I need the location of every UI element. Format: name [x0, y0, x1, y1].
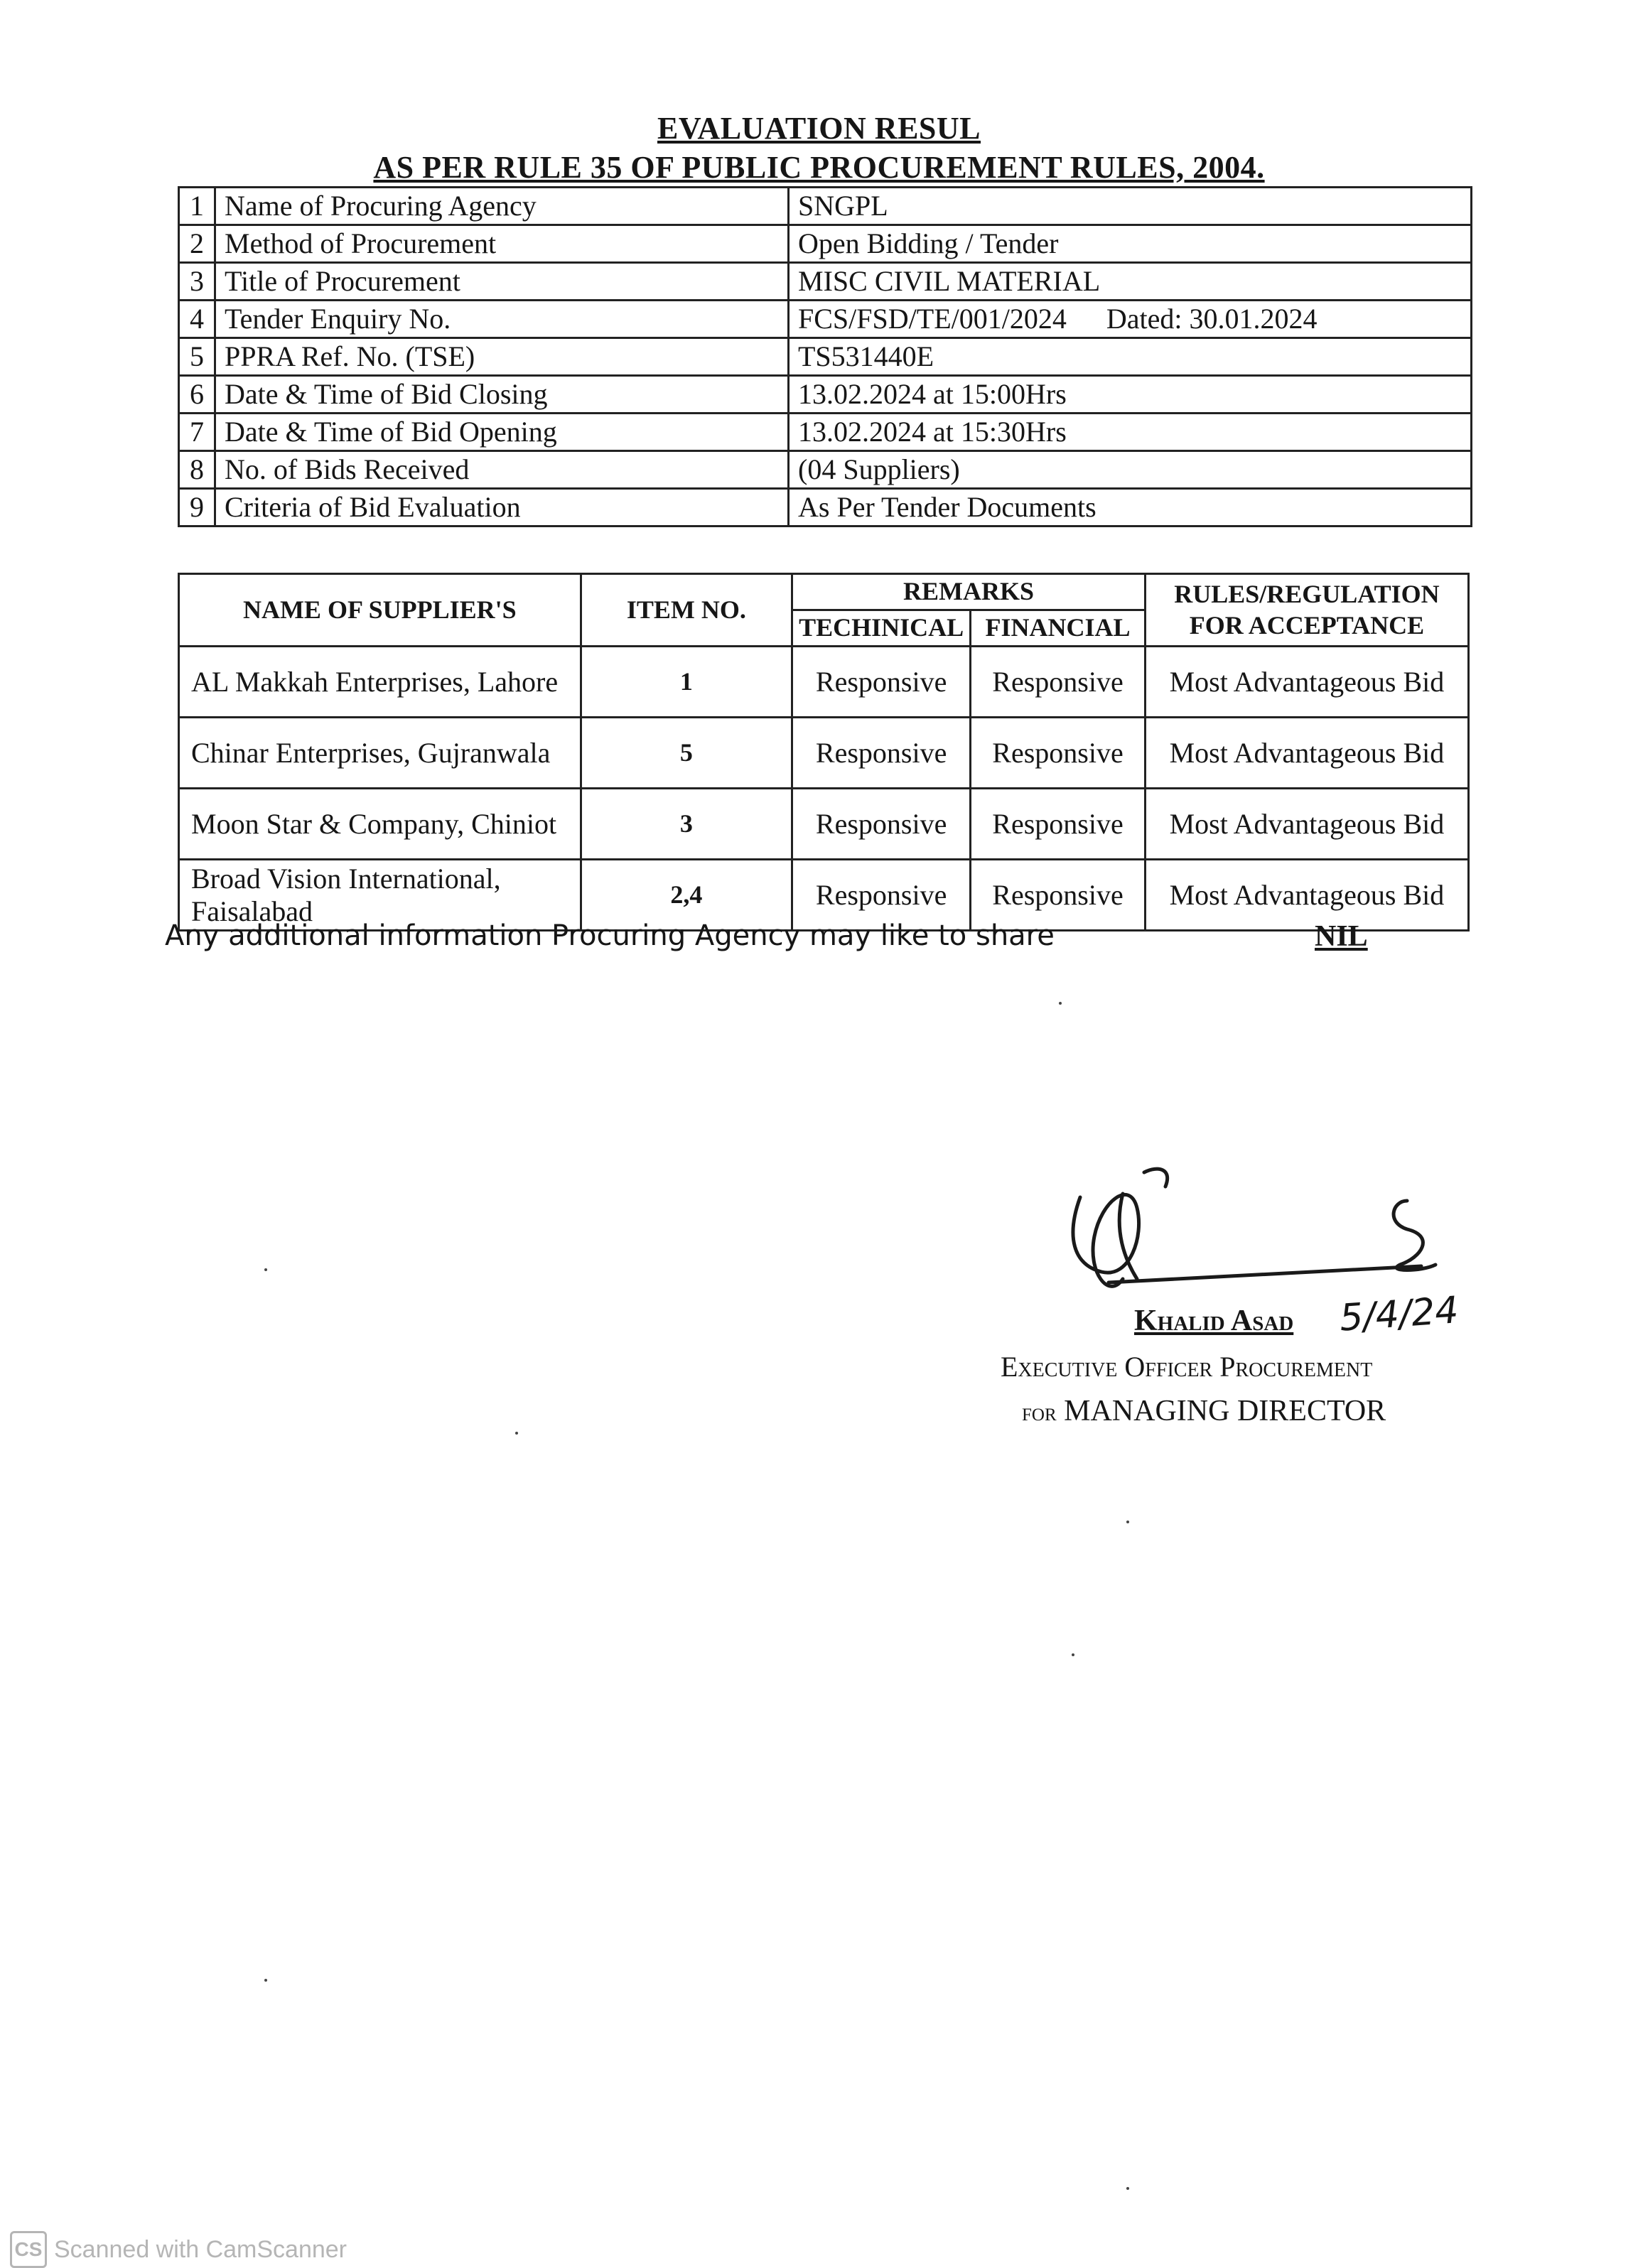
info-label: Date & Time of Bid Closing — [215, 376, 789, 414]
info-row — [179, 188, 1472, 225]
remarks-column-header: REMARKS — [792, 574, 1146, 610]
technical-remark: Responsive — [792, 718, 971, 789]
info-row — [179, 414, 1472, 451]
procurement-info-table — [178, 186, 1472, 527]
scan-speck — [1126, 1521, 1129, 1523]
supplier-column-header: NAME OF SUPPLIER'S — [179, 574, 581, 647]
signer-on-behalf — [1022, 1394, 1386, 1428]
info-label: Date & Time of Bid Opening — [215, 414, 789, 451]
supplier-name: Moon Star & Company, Chiniot — [179, 789, 581, 860]
rules-column-header: RULES/REGULATION FOR ACCEPTANCE — [1145, 574, 1468, 647]
tender-date: Dated: 30.01.2024 — [1106, 303, 1318, 335]
info-value: SNGPL — [789, 188, 1472, 225]
for-title: MANAGING DIRECTOR — [1064, 1395, 1386, 1427]
info-label: No. of Bids Received — [215, 451, 789, 489]
row-number: 7 — [179, 414, 215, 451]
info-row — [179, 489, 1472, 526]
row-number: 9 — [179, 489, 215, 526]
financial-column-header: FINANCIAL — [971, 610, 1146, 647]
item-number: 2,4 — [581, 860, 792, 931]
item-number: 3 — [581, 789, 792, 860]
camscanner-logo-icon: CS — [10, 2231, 47, 2268]
info-row — [179, 225, 1472, 263]
scan-speck — [264, 1979, 267, 1982]
info-label: Name of Procuring Agency — [215, 188, 789, 225]
scanner-watermark — [10, 2231, 347, 2268]
row-number: 6 — [179, 376, 215, 414]
item-number: 1 — [581, 647, 792, 718]
tender-enquiry-number: FCS/FSD/TE/001/2024 — [798, 303, 1067, 335]
signer-designation: Executive Officer Procurement — [1001, 1351, 1373, 1383]
info-label: PPRA Ref. No. (TSE) — [215, 338, 789, 376]
row-number: 1 — [179, 188, 215, 225]
scan-speck — [515, 1432, 518, 1435]
header-row — [179, 574, 1469, 610]
item-number: 5 — [581, 718, 792, 789]
row-number: 5 — [179, 338, 215, 376]
info-label: Criteria of Bid Evaluation — [215, 489, 789, 526]
info-value: MISC CIVIL MATERIAL — [789, 263, 1472, 301]
for-prefix: for — [1022, 1398, 1057, 1426]
info-value-cell — [789, 301, 1472, 338]
signer-name: Khalid Asad — [1134, 1305, 1294, 1337]
title-line-1: EVALUATION RESUL — [657, 111, 981, 146]
row-number: 8 — [179, 451, 215, 489]
technical-column-header: TECHINICAL — [792, 610, 971, 647]
signature-date: 5/4/24 — [1338, 1289, 1460, 1340]
acceptance-rule: Most Advantageous Bid — [1145, 647, 1468, 718]
financial-remark: Responsive — [971, 647, 1146, 718]
supplier-name: Chinar Enterprises, Gujranwala — [179, 718, 581, 789]
technical-remark: Responsive — [792, 789, 971, 860]
table-row — [179, 718, 1469, 789]
info-row — [179, 301, 1472, 338]
supplier-name: Broad Vision International, Faisalabad — [179, 860, 581, 931]
info-label: Tender Enquiry No. — [215, 301, 789, 338]
acceptance-rule: Most Advantageous Bid — [1145, 860, 1468, 931]
info-row — [179, 263, 1472, 301]
acceptance-rule: Most Advantageous Bid — [1145, 718, 1468, 789]
row-number: 3 — [179, 263, 215, 301]
info-row — [179, 451, 1472, 489]
additional-info-label: Any additional information Procuring Agency may like to share — [165, 919, 1055, 952]
scan-speck — [1126, 2187, 1129, 2190]
row-number: 4 — [179, 301, 215, 338]
technical-remark: Responsive — [792, 860, 971, 931]
technical-remark: Responsive — [792, 647, 971, 718]
financial-remark: Responsive — [971, 860, 1146, 931]
scan-speck — [1059, 1002, 1062, 1005]
financial-remark: Responsive — [971, 789, 1146, 860]
info-value: As Per Tender Documents — [789, 489, 1472, 526]
info-label: Method of Procurement — [215, 225, 789, 263]
info-value: TS531440E — [789, 338, 1472, 376]
scan-speck — [264, 1268, 267, 1271]
row-number: 2 — [179, 225, 215, 263]
info-label: Title of Procurement — [215, 263, 789, 301]
title-line-2: AS PER RULE 35 OF PUBLIC PROCUREMENT RULES, 2004. — [373, 150, 1265, 185]
info-value: 13.02.2024 at 15:30Hrs — [789, 414, 1472, 451]
additional-info-value: NIL — [1315, 920, 1368, 953]
info-value: Open Bidding / Tender — [789, 225, 1472, 263]
table-row — [179, 647, 1469, 718]
info-value: 13.02.2024 at 15:00Hrs — [789, 376, 1472, 414]
scan-speck — [1072, 1653, 1074, 1656]
scanner-text: Scanned with CamScanner — [54, 2235, 347, 2263]
table-row — [179, 789, 1469, 860]
financial-remark: Responsive — [971, 718, 1146, 789]
evaluation-results-table — [178, 573, 1470, 932]
supplier-name: AL Makkah Enterprises, Lahore — [179, 647, 581, 718]
info-row — [179, 338, 1472, 376]
item-column-header: ITEM NO. — [581, 574, 792, 647]
info-row — [179, 376, 1472, 414]
acceptance-rule: Most Advantageous Bid — [1145, 789, 1468, 860]
info-value: (04 Suppliers) — [789, 451, 1472, 489]
